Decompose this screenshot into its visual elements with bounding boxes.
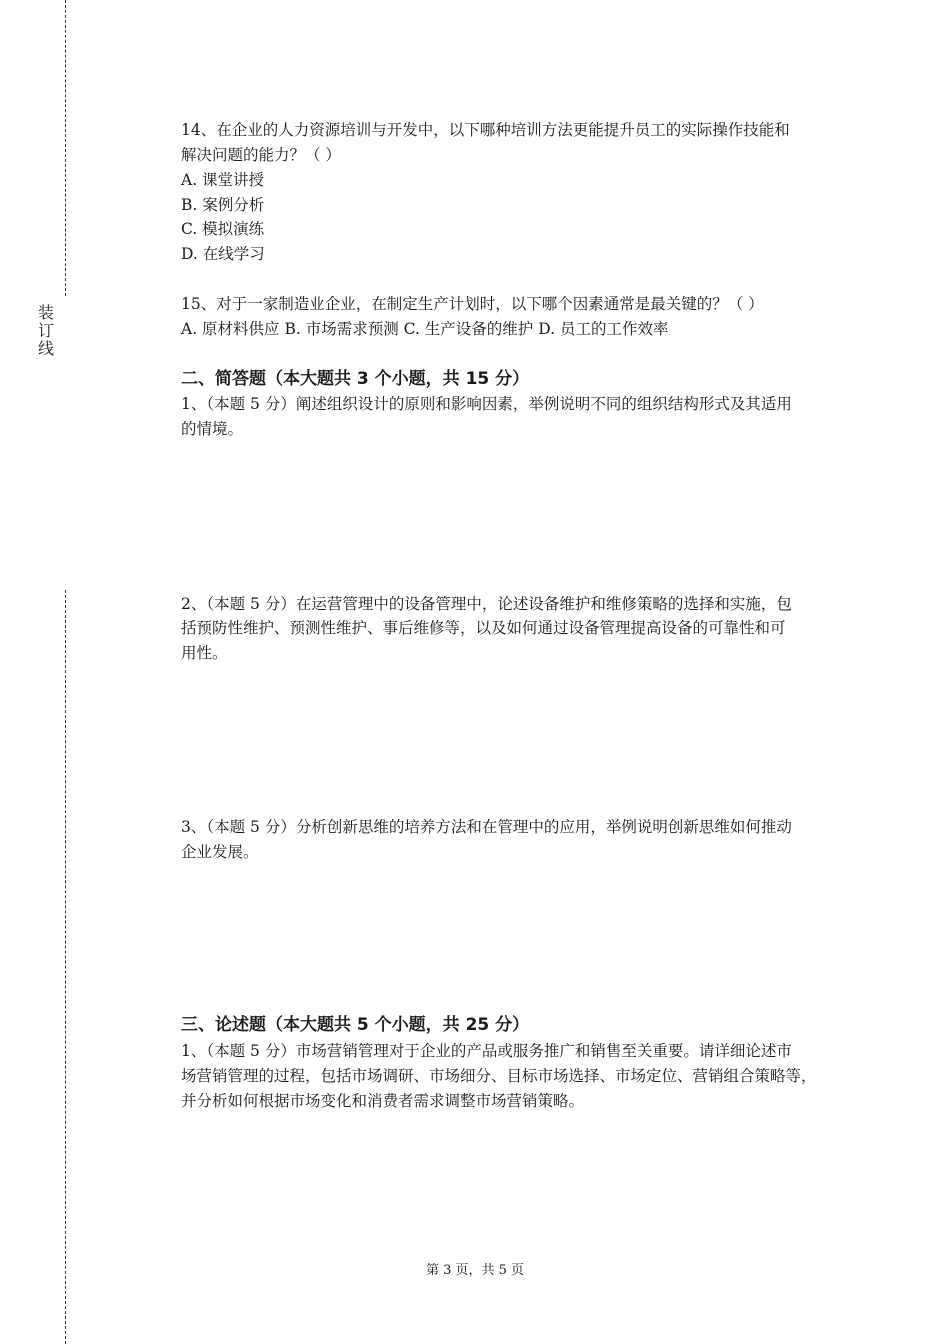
binding-char: 装 (37, 303, 54, 322)
page-footer: 第 3 页，共 5 页 (425, 1263, 525, 1278)
s2-q2-line-1: 2、（本题 5 分）在运营管理中的设备管理中，论述设备维护和维修策略的选择和实施，包 (181, 595, 792, 613)
q14-stem-line-2: 解决问题的能力？（ ） (181, 146, 341, 164)
q15-stem: 15、对于一家制造业企业，在制定生产计划时，以下哪个因素通常是最关键的？（ ） (181, 295, 764, 313)
binding-char: 线 (37, 339, 54, 358)
q15-options: A. 原材料供应 B. 市场需求预测 C. 生产设备的维护 D. 员工的工作效率 (181, 320, 669, 338)
q14-option-d: D. 在线学习 (181, 245, 265, 263)
section-3-title: 三、论述题（本大题共 5 个小题，共 25 分） (181, 1015, 530, 1035)
s2-q1-line-2: 的情境。 (181, 420, 244, 438)
q14-option-b: B. 案例分析 (181, 196, 265, 214)
s2-q1-line-1: 1、（本题 5 分）阐述组织设计的原则和影响因素，举例说明不同的组织结构形式及其适用 (181, 395, 792, 413)
s2-q2-line-3: 用性。 (181, 644, 228, 662)
binding-dashed-line-bottom (65, 590, 66, 1344)
s2-q2-line-2: 括预防性维护、预测性维护、事后维修等，以及如何通过设备管理提高设备的可靠性和可 (181, 619, 786, 637)
s2-q3-line-2: 企业发展。 (181, 843, 259, 861)
s3-q1-line-1: 1、（本题 5 分）市场营销管理对于企业的产品或服务推广和销售至关重要。请详细论述市 (181, 1042, 792, 1060)
q14-stem-line-1: 14、在企业的人力资源培训与开发中，以下哪种培训方法更能提升员工的实际操作技能和 (181, 121, 790, 139)
binding-char: 订 (37, 321, 54, 340)
q14-option-c: C. 模拟演练 (181, 220, 265, 238)
section-2-title: 二、简答题（本大题共 3 个小题，共 15 分） (181, 369, 530, 389)
q14-option-a: A. 课堂讲授 (181, 171, 265, 189)
binding-line-label (36, 304, 56, 358)
s2-q3-line-1: 3、（本题 5 分）分析创新思维的培养方法和在管理中的应用，举例说明创新思维如何推动 (181, 818, 792, 836)
s3-q1-line-2: 场营销管理的过程，包括市场调研、市场细分、目标市场选择、市场定位、营销组合策略等， (181, 1067, 817, 1085)
s3-q1-line-3: 并分析如何根据市场变化和消费者需求调整市场营销策略。 (181, 1092, 585, 1110)
binding-dashed-line-top (65, 0, 66, 296)
